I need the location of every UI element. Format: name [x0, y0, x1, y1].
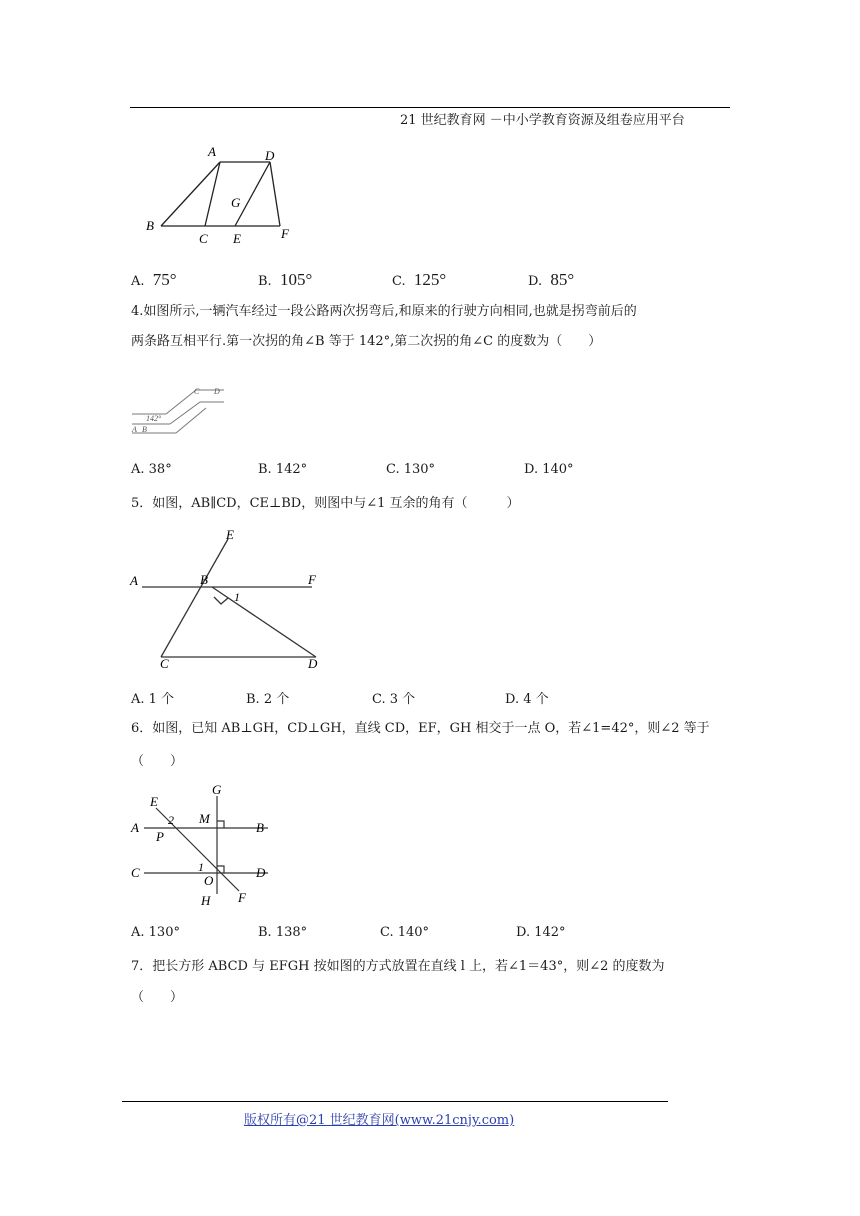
- fig3-label-c: C: [199, 231, 208, 246]
- fig4-label-142: 142°: [146, 414, 162, 423]
- fig4-label-c: C: [194, 387, 200, 396]
- fig6-label-b: B: [256, 820, 264, 835]
- fig6-label-2: 2: [168, 813, 174, 827]
- q5-text-line1: 5．如图，AB∥CD，CE⊥BD，则图中与∠1 互余的角有（ ）: [131, 496, 520, 511]
- fig3-label-g: G: [231, 195, 241, 210]
- q3-option-d[interactable]: [528, 270, 574, 290]
- fig5-label-c: C: [160, 656, 169, 671]
- fig6-label-m: M: [199, 811, 210, 826]
- fig3-label-b: B: [146, 218, 154, 233]
- fig3-label-a: A: [208, 144, 216, 159]
- q7-text-line1: 7．把长方形 ABCD 与 EFGH 按如图的方式放置在直线 l 上，若∠1＝43°，则∠2 的度数为: [131, 959, 665, 974]
- fig5-label-a: A: [130, 573, 138, 588]
- q4-option-d[interactable]: D. 140°: [524, 462, 574, 477]
- q4-option-c[interactable]: C. 130°: [386, 462, 436, 477]
- fig5-label-b: B: [200, 572, 208, 587]
- q3-option-letter: A.: [131, 274, 145, 289]
- q5-option-d[interactable]: D. 4 个: [505, 692, 549, 707]
- q3-option-b[interactable]: [258, 270, 312, 290]
- q3-option-letter: B.: [258, 274, 272, 289]
- fig6-label-d: D: [256, 865, 266, 880]
- q6-option-b[interactable]: B. 138°: [258, 925, 308, 940]
- fig4-label-d: D: [214, 387, 220, 396]
- fig5-label-e: E: [226, 527, 234, 542]
- q5-option-c[interactable]: C. 3 个: [372, 692, 416, 707]
- q6-option-c[interactable]: C. 140°: [380, 925, 430, 940]
- q3-option-letter: C.: [392, 274, 406, 289]
- fig5-label-1: 1: [234, 590, 240, 604]
- q3-option-c[interactable]: [392, 270, 446, 290]
- q7-text-line2: （ ）: [131, 990, 184, 1005]
- q3-option-value: 105°: [279, 270, 313, 289]
- fig6-label-o: O: [204, 873, 214, 888]
- q3-option-a[interactable]: [131, 270, 177, 290]
- fig6-label-f: F: [238, 890, 246, 905]
- q4-text-line1: 4.如图所示,一辆汽车经过一段公路两次拐弯后,和原来的行驶方向相同,也就是拐弯前后的: [131, 304, 637, 319]
- footer-copyright-link[interactable]: 版权所有@21 世纪教育网(www.21cnjy.com): [244, 1113, 515, 1128]
- footer-rule: [122, 1101, 668, 1102]
- q5-option-a[interactable]: A. 1 个: [131, 692, 175, 707]
- q4-figure: [128, 380, 228, 440]
- q3-option-letter: D.: [528, 274, 543, 289]
- q5-option-b[interactable]: B. 2 个: [246, 692, 290, 707]
- q4-option-a[interactable]: A. 38°: [131, 462, 172, 477]
- q6-figure: [128, 782, 278, 912]
- fig6-label-p: P: [156, 829, 164, 844]
- fig4-label-a: A: [132, 425, 137, 434]
- q3-option-value: 85°: [550, 270, 575, 289]
- header-title: 21 世纪教育网 －中小学教育资源及组卷应用平台: [400, 113, 685, 128]
- fig6-label-h: H: [201, 893, 211, 908]
- fig3-label-f: F: [281, 226, 289, 241]
- q6-option-a[interactable]: A. 130°: [131, 925, 180, 940]
- fig6-label-a: A: [131, 820, 139, 835]
- fig3-label-d: D: [265, 148, 275, 163]
- fig6-label-c: C: [131, 865, 140, 880]
- fig5-label-f: F: [308, 572, 316, 587]
- q6-option-d[interactable]: D. 142°: [516, 925, 566, 940]
- q5-figure: [128, 525, 338, 675]
- q6-text-line1: 6．如图，已知 AB⊥GH，CD⊥GH，直线 CD，EF，GH 相交于一点 O，若∠1=42°，则∠2 等于: [131, 721, 710, 736]
- q3-option-value: 75°: [152, 270, 177, 289]
- header-rule: [130, 107, 730, 108]
- fig4-label-b: B: [142, 425, 147, 434]
- fig6-label-g: G: [212, 782, 222, 797]
- fig6-label-1: 1: [198, 860, 204, 874]
- q4-text-line2: 两条路互相平行.第一次拐的角∠B 等于 142°,第二次拐的角∠C 的度数为（ ）: [131, 334, 602, 349]
- fig5-label-d: D: [308, 656, 318, 671]
- fig3-label-e: E: [233, 231, 241, 246]
- q6-text-line2: （ ）: [131, 754, 184, 769]
- fig6-label-e: E: [150, 794, 158, 809]
- q4-option-b[interactable]: B. 142°: [258, 462, 308, 477]
- q3-option-value: 125°: [413, 270, 447, 289]
- q3-figure: [140, 140, 310, 250]
